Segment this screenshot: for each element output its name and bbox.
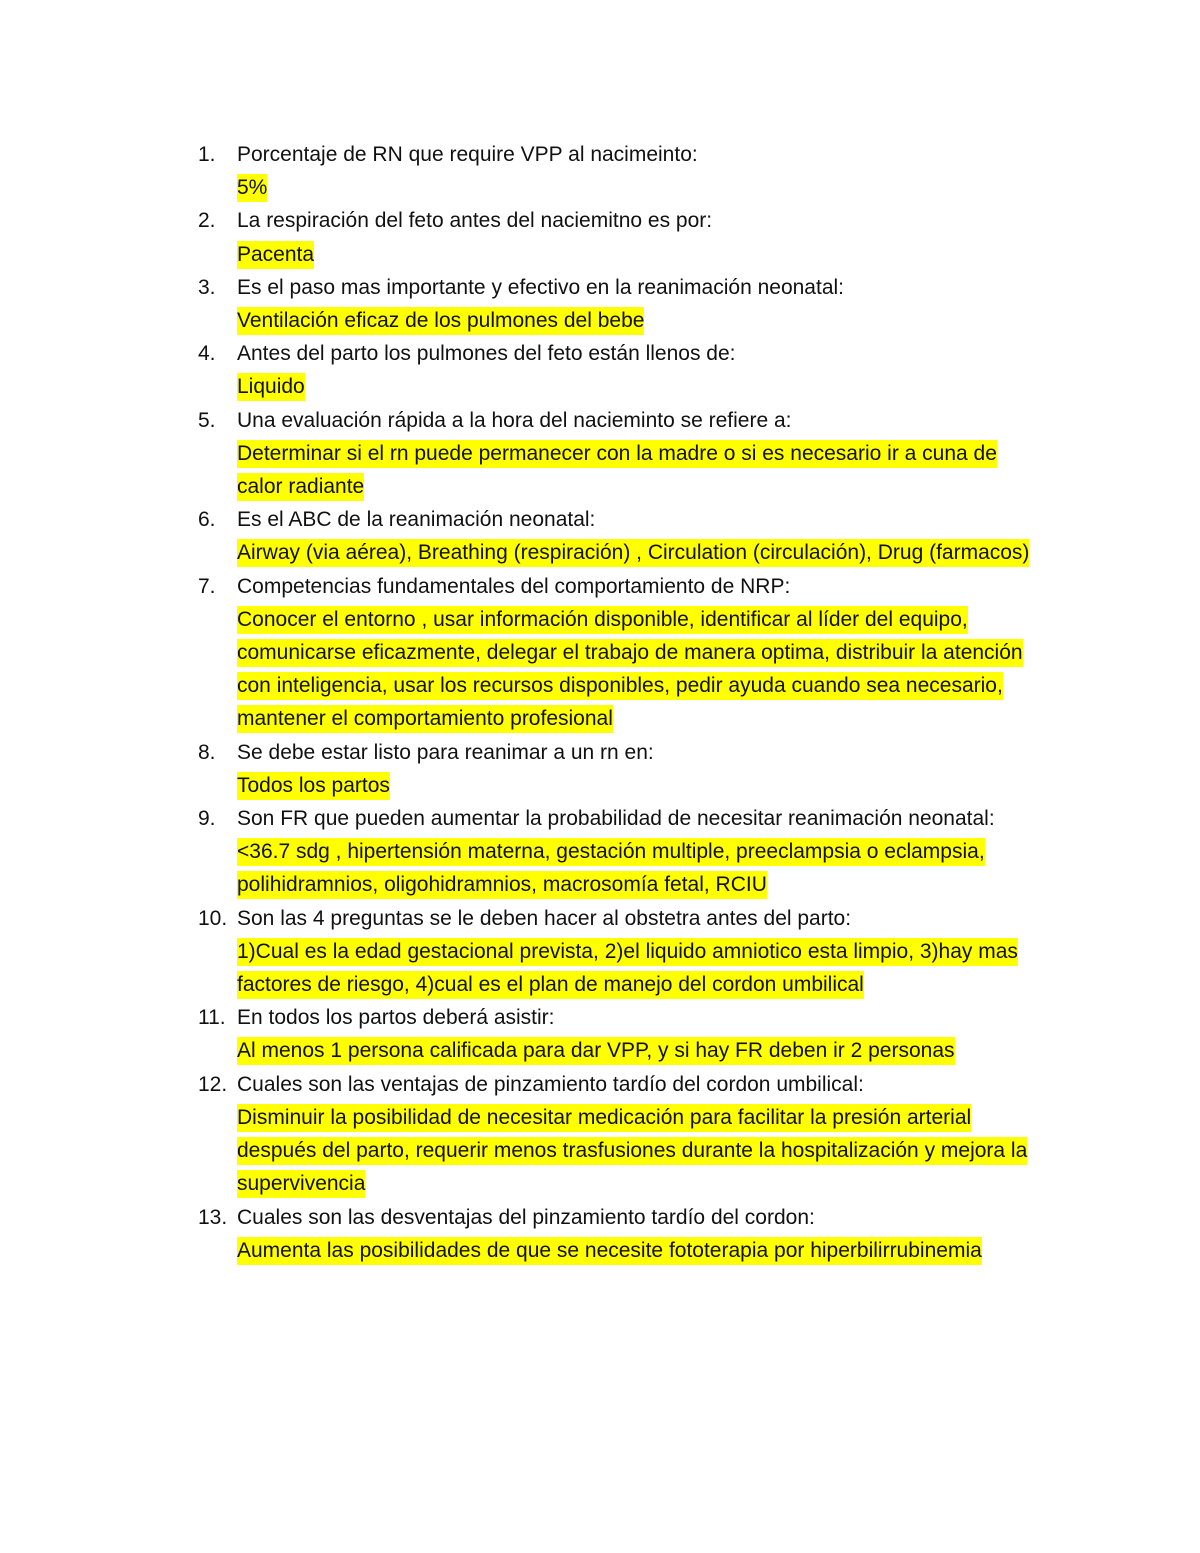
- question-number: 3.: [198, 275, 216, 299]
- question-body: [237, 802, 1038, 902]
- question-body: [237, 1001, 1038, 1067]
- question-number: 9.: [198, 807, 216, 831]
- question-item: [198, 1001, 1038, 1067]
- question-text: Es el paso mas importante y efectivo en la reanimación neonatal:: [237, 275, 845, 299]
- question-item: [198, 503, 1038, 569]
- answer-block: [237, 238, 1038, 271]
- question-number: 6.: [198, 508, 216, 532]
- question-body: [237, 1068, 1038, 1201]
- highlighted-answer: Determinar si el rn puede permanecer con la madre o si es necesario ir a cuna de calor radiante: [237, 440, 997, 501]
- question-item: [198, 1068, 1038, 1201]
- highlighted-answer: Pacenta: [237, 241, 314, 269]
- question-text: En todos los partos deberá asistir:: [237, 1006, 555, 1030]
- answer-block: [237, 1034, 1038, 1067]
- highlighted-answer: Aumenta las posibilidades de que se necesite fototerapia por hiperbilirrubinemia: [237, 1237, 982, 1265]
- question-number: 1.: [198, 143, 216, 166]
- question-item: [198, 138, 1038, 204]
- question-list: [198, 138, 1038, 1267]
- question-item: [198, 204, 1038, 270]
- question-text: Es el ABC de la reanimación neonatal:: [237, 508, 596, 532]
- question-number: 12.: [198, 1072, 228, 1096]
- question-number: 5.: [198, 408, 216, 432]
- answer-block: [237, 835, 1038, 901]
- highlighted-answer: 1)Cual es la edad gestacional prevista, 2)el liquido amniotico esta limpio, 3)hay mas factores de riesgo, 4)cual es el plan de manejo del cordon umbilical: [237, 938, 1018, 999]
- highlighted-answer: Todos los partos: [237, 772, 390, 800]
- question-text: La respiración del feto antes del naciemitno es por:: [237, 209, 713, 233]
- question-item: [198, 337, 1038, 403]
- question-body: [237, 503, 1038, 569]
- question-body: [237, 271, 1038, 337]
- question-text: Se debe estar listo para reanimar a un rn en:: [237, 740, 654, 764]
- question-text: Competencias fundamentales del comportamiento de NRP:: [237, 574, 791, 598]
- question-body: [237, 570, 1038, 736]
- answer-block: [237, 370, 1038, 403]
- question-text: Porcentaje de RN que require VPP al nacimeinto:: [237, 143, 698, 166]
- highlighted-answer: Conocer el entorno , usar información disponible, identificar al líder del equipo, comunicarse eficazmente, delegar el trabajo de manera optima, distribuir la atención con inteligencia, usar los recursos disponibles, pedir ayuda cuando sea necesario, mantener el comportamiento profesional: [237, 606, 1023, 734]
- question-text: Son las 4 preguntas se le deben hacer al obstetra antes del parto:: [237, 906, 852, 930]
- question-body: [237, 736, 1038, 802]
- question-number: 4.: [198, 342, 216, 366]
- answer-block: [237, 304, 1038, 337]
- question-body: [237, 337, 1038, 403]
- question-number: 10.: [198, 906, 228, 930]
- question-item: [198, 802, 1038, 902]
- question-item: [198, 271, 1038, 337]
- answer-block: [237, 603, 1038, 736]
- question-text: Antes del parto los pulmones del feto están llenos de:: [237, 342, 736, 366]
- answer-block: [237, 935, 1038, 1001]
- answer-block: [237, 1101, 1038, 1201]
- question-body: [237, 404, 1038, 504]
- question-number: 13.: [198, 1205, 228, 1229]
- question-item: [198, 902, 1038, 1002]
- question-number: 2.: [198, 209, 216, 233]
- answer-block: [237, 171, 1038, 204]
- question-number: 8.: [198, 740, 216, 764]
- question-item: [198, 736, 1038, 802]
- answer-block: [237, 437, 1038, 503]
- question-text: Cuales son las desventajas del pinzamiento tardío del cordon:: [237, 1205, 815, 1229]
- highlighted-answer: Ventilación eficaz de los pulmones del bebe: [237, 307, 644, 335]
- question-body: [237, 138, 1038, 204]
- highlighted-answer: <36.7 sdg , hipertensión materna, gestación multiple, preeclampsia o eclampsia, polihidramnios, oligohidramnios, macrosomía fetal, RCIU: [237, 838, 985, 899]
- question-item: [198, 404, 1038, 504]
- highlighted-answer: Liquido: [237, 373, 305, 401]
- question-body: [237, 1201, 1038, 1267]
- answer-block: [237, 769, 1038, 802]
- highlighted-answer: Airway (via aérea), Breathing (respiración) , Circulation (circulación), Drug (farmacos): [237, 539, 1029, 567]
- highlighted-answer: 5%: [237, 174, 267, 202]
- question-text: Cuales son las ventajas de pinzamiento tardío del cordon umbilical:: [237, 1072, 864, 1096]
- highlighted-answer: Al menos 1 persona calificada para dar VPP, y si hay FR deben ir 2 personas: [237, 1037, 955, 1065]
- highlighted-answer: Disminuir la posibilidad de necesitar medicación para facilitar la presión arterial después del parto, requerir menos trasfusiones durante la hospitalización y mejora la supervivencia: [237, 1104, 1027, 1198]
- question-item: [198, 570, 1038, 736]
- answer-block: [237, 536, 1038, 569]
- question-item: [198, 1201, 1038, 1267]
- answer-block: [237, 1234, 1038, 1267]
- question-number: 7.: [198, 574, 216, 598]
- question-text: Una evaluación rápida a la hora del nacieminto se refiere a:: [237, 408, 792, 432]
- question-number: 11.: [198, 1006, 226, 1030]
- question-body: [237, 902, 1038, 1002]
- question-body: [237, 204, 1038, 270]
- question-text: Son FR que pueden aumentar la probabilidad de necesitar reanimación neonatal:: [237, 807, 995, 831]
